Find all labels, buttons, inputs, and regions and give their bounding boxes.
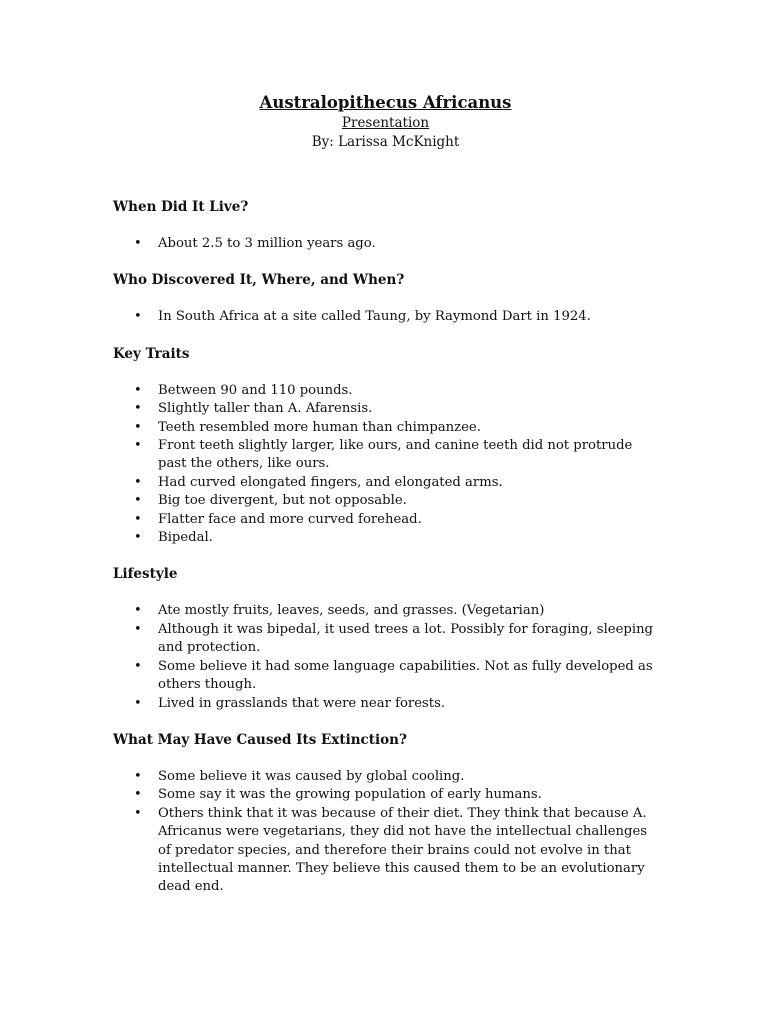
bullet-icon: • bbox=[134, 493, 142, 509]
bullet-list bbox=[113, 768, 658, 897]
bullet-icon: • bbox=[134, 695, 142, 711]
list-item bbox=[113, 511, 658, 529]
list-item bbox=[113, 419, 658, 437]
bullet-text: Front teeth slightly larger, like ours, and canine teeth did not protrude past the others, like ours. bbox=[158, 438, 633, 472]
list-item bbox=[113, 768, 658, 786]
list-item bbox=[113, 529, 658, 547]
bullet-text: Others think that it was because of their diet. They think that because A. Africanus were vegetarians, they did not have the intellectual challenges of predator species, and therefore their brains could not evolve in that intellectual manner. They believe this caused them to be an evolutionary dead end. bbox=[158, 805, 648, 895]
section-heading: Key Traits bbox=[113, 345, 190, 362]
bullet-text: Had curved elongated fingers, and elongated arms. bbox=[158, 474, 503, 490]
bullet-icon: • bbox=[134, 382, 142, 398]
bullet-text: Some believe it was caused by global cooling. bbox=[158, 768, 465, 784]
bullet-text: Bipedal. bbox=[158, 530, 213, 546]
bullet-text: Teeth resembled more human than chimpanzee. bbox=[158, 419, 481, 435]
section-extinction bbox=[113, 731, 658, 897]
list-item bbox=[113, 658, 658, 695]
bullet-text: About 2.5 to 3 million years ago. bbox=[158, 236, 376, 251]
list-item bbox=[113, 492, 658, 510]
list-item bbox=[113, 437, 658, 474]
bullet-icon: • bbox=[134, 805, 142, 821]
bullet-text: Some believe it had some language capabilities. Not as fully developed as others though. bbox=[158, 658, 653, 693]
bullet-text: Some say it was the growing population of early humans. bbox=[158, 787, 542, 803]
bullet-icon: • bbox=[134, 511, 142, 527]
section-key-traits bbox=[113, 345, 658, 548]
document-subtitle: Presentation bbox=[341, 115, 430, 131]
list-item bbox=[113, 382, 658, 400]
list-item bbox=[113, 805, 658, 897]
bullet-text: Flatter face and more curved forehead. bbox=[158, 511, 422, 527]
list-item bbox=[113, 400, 658, 418]
bullet-icon: • bbox=[134, 768, 142, 784]
bullet-icon: • bbox=[134, 658, 142, 674]
bullet-icon: • bbox=[134, 236, 142, 251]
section-heading: Who Discovered It, Where, and When? bbox=[113, 272, 405, 289]
list-item bbox=[113, 621, 658, 658]
bullet-list bbox=[113, 308, 658, 326]
bullet-list bbox=[113, 235, 658, 253]
bullet-icon: • bbox=[134, 530, 142, 546]
bullet-icon: • bbox=[134, 419, 142, 435]
bullet-icon: • bbox=[134, 621, 142, 637]
section-heading: Lifestyle bbox=[113, 566, 178, 583]
document-author: By: Larissa McKnight bbox=[311, 134, 460, 150]
document-title: Australopithecus Africanus bbox=[259, 93, 512, 112]
bullet-icon: • bbox=[134, 474, 142, 490]
bullet-text: Slightly taller than A. Afarensis. bbox=[158, 401, 373, 417]
bullet-text: Big toe divergent, but not opposable. bbox=[158, 493, 407, 509]
bullet-text: Although it was bipedal, it used trees a lot. Possibly for foraging, sleeping and protection. bbox=[158, 621, 654, 656]
bullet-list bbox=[113, 602, 658, 712]
list-item bbox=[113, 695, 658, 713]
list-item bbox=[113, 602, 658, 620]
bullet-icon: • bbox=[134, 309, 142, 325]
title-block bbox=[113, 92, 658, 152]
bullet-icon: • bbox=[134, 787, 142, 803]
section-when-did-it-live bbox=[113, 198, 658, 253]
list-item bbox=[113, 235, 658, 253]
list-item bbox=[113, 474, 658, 492]
bullet-icon: • bbox=[134, 401, 142, 417]
section-heading: When Did It Live? bbox=[113, 199, 249, 215]
bullet-text: Between 90 and 110 pounds. bbox=[158, 382, 353, 398]
list-item bbox=[113, 786, 658, 804]
list-item bbox=[113, 308, 658, 326]
bullet-icon: • bbox=[134, 438, 142, 454]
bullet-text: In South Africa at a site called Taung, by Raymond Dart in 1924. bbox=[158, 309, 591, 325]
bullet-icon: • bbox=[134, 603, 142, 619]
document-page bbox=[113, 92, 658, 897]
section-lifestyle bbox=[113, 565, 658, 712]
bullet-text: Ate mostly fruits, leaves, seeds, and grasses. (Vegetarian) bbox=[158, 603, 545, 619]
section-heading: What May Have Caused Its Extinction? bbox=[113, 731, 407, 748]
bullet-text: Lived in grasslands that were near forests. bbox=[158, 695, 446, 711]
bullet-list bbox=[113, 382, 658, 548]
section-who-discovered-it bbox=[113, 271, 658, 326]
